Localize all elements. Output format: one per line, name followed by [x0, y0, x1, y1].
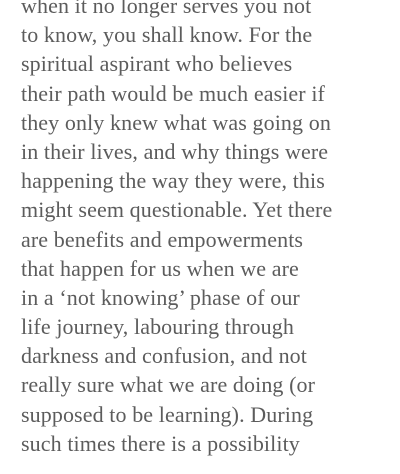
text-line: spiritual aspirant who believes [21, 51, 293, 77]
text-line: they only knew what was going on [21, 109, 331, 135]
text-line: to know, you shall know. For the [21, 22, 313, 48]
text-line: in their lives, and why things were [21, 138, 329, 164]
text-line: when it no longer serves you not [21, 0, 312, 18]
text-line: supposed to be learning). During [21, 401, 314, 427]
body-text [21, 0, 391, 458]
text-line: life journey, labouring through [21, 314, 294, 340]
text-line: such times there is a possibility [21, 430, 300, 456]
text-line: might seem questionable. Yet there [21, 197, 333, 223]
text-line: are benefits and empowerments [21, 226, 304, 252]
text-line: in a ‘not knowing’ phase of our [21, 284, 300, 310]
text-line: that happen for us when we are [21, 255, 299, 281]
text-line: darkness and confusion, and not [21, 343, 307, 369]
text-line: happening the way they were, this [21, 168, 325, 194]
text-line: really sure what we are doing (or [21, 372, 316, 398]
text-line: their path would be much easier if [21, 80, 325, 106]
